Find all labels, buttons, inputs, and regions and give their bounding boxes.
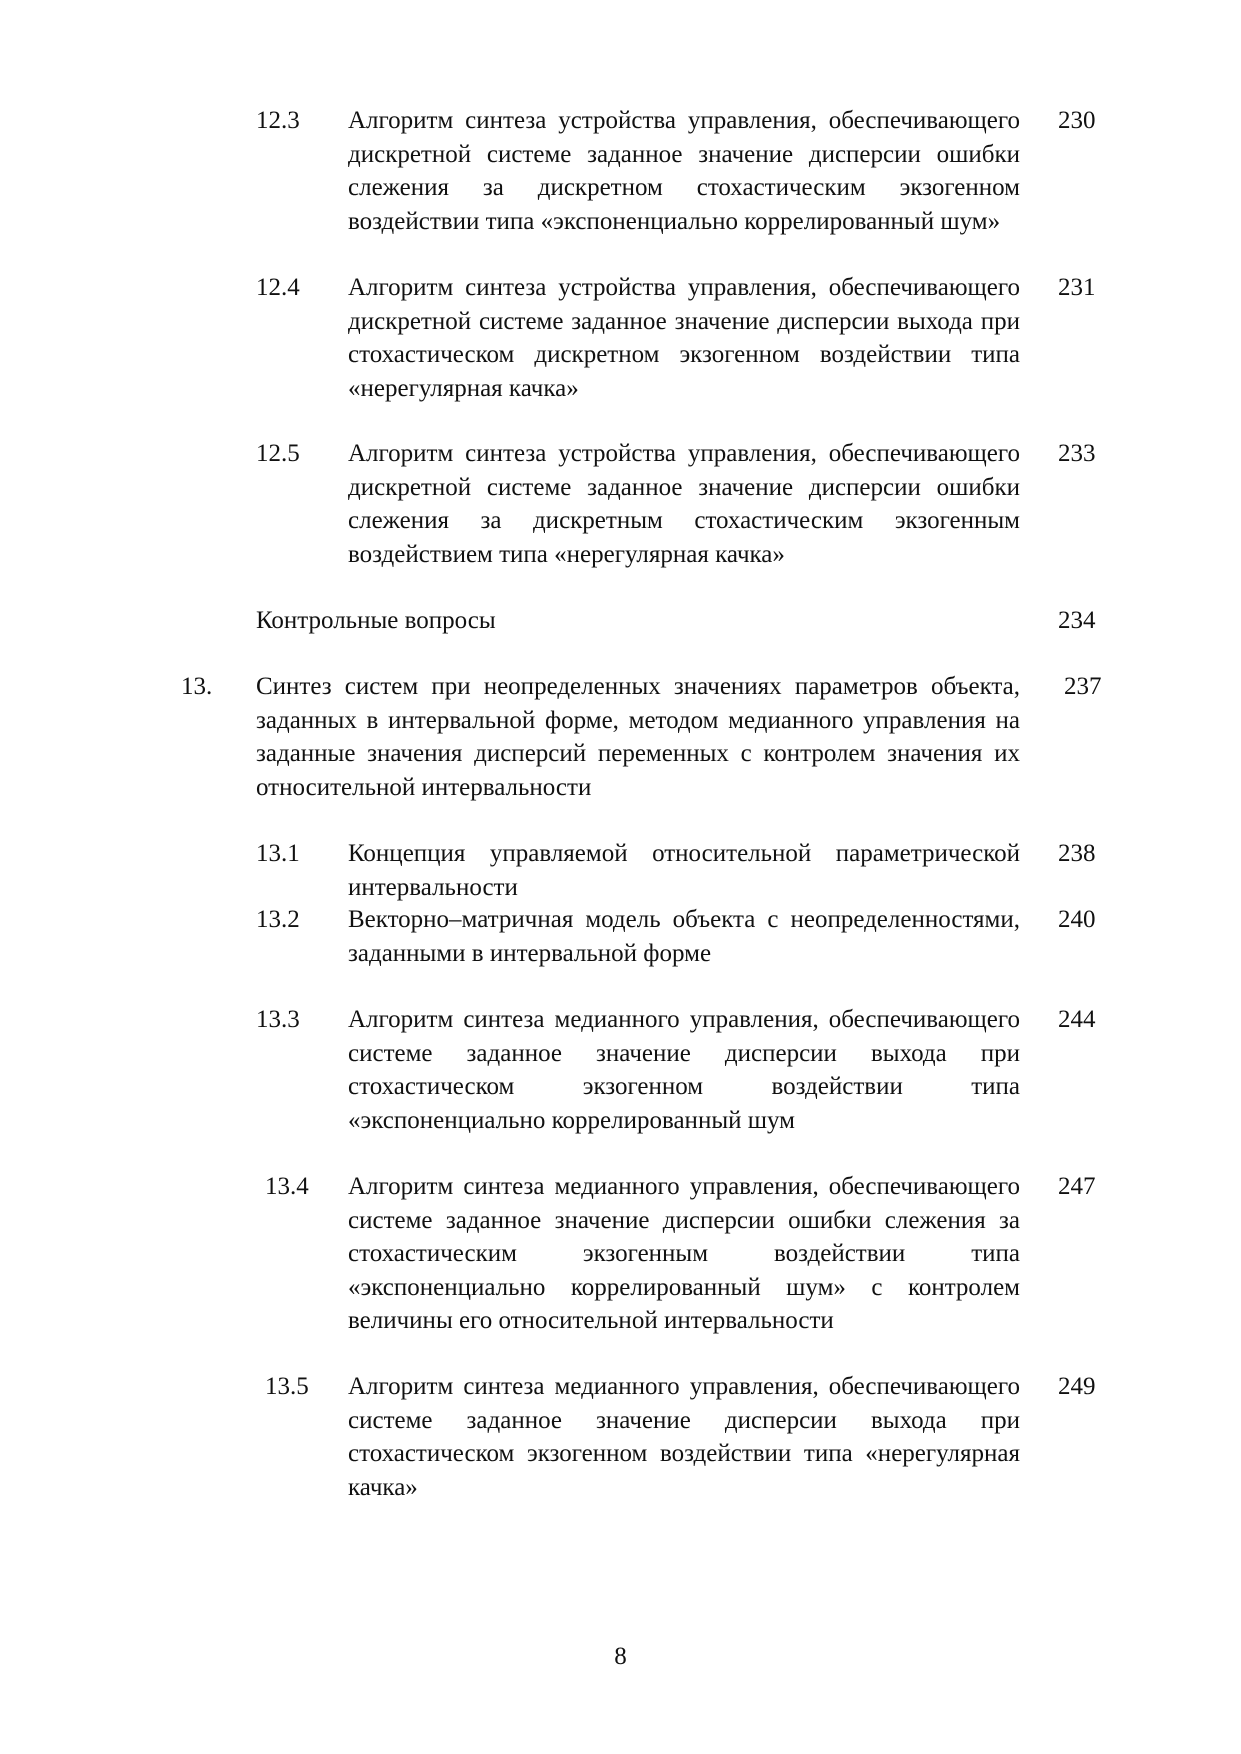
toc-entry-title: Концепция управляемой относительной параметрической интервальности	[348, 840, 1020, 901]
toc-entry-title: Алгоритм синтеза медианного управления, обеспечивающего системе заданное значение дисперсии выхода при стохастическом экзогенном воздействии типа «нерегулярная качка»	[348, 1373, 1020, 1501]
toc-entry-number: 12.4	[256, 274, 300, 301]
toc-entry-page: 249	[1058, 1373, 1096, 1400]
toc-entry-title: Векторно–матричная модель объекта с неопределенностями, заданными в интервальной форме	[348, 906, 1020, 967]
toc-entry-page: 244	[1058, 1006, 1096, 1033]
toc-entry-number: 13.2	[256, 906, 300, 933]
toc-chapter-title: Синтез систем при неопределенных значениях параметров объекта, заданных в интервальной форме, методом медианного управления на заданные значения дисперсий переменных с контролем значения их относительной интервальности	[256, 673, 1020, 801]
toc-entry-number: 13.5	[265, 1373, 309, 1400]
toc-entry-number: 12.5	[256, 440, 300, 467]
toc-entry-title: Алгоритм синтеза устройства управления, обеспечивающего дискретной системе заданное значение дисперсии ошибки слежения за дискретным стохастическим экзогенным воздействием типа «нерегулярная качка»	[348, 440, 1020, 568]
toc-entry-title: Контрольные вопросы	[256, 607, 496, 634]
toc-entry-title: Алгоритм синтеза устройства управления, обеспечивающего дискретной системе заданное значение дисперсии выхода при стохастическом дискретном экзогенном воздействии типа «нерегулярная качка»	[348, 274, 1020, 402]
toc-entry-number: 13.1	[256, 840, 300, 867]
toc-entry-number: 13.4	[265, 1173, 309, 1200]
toc-entry-title: Алгоритм синтеза устройства управления, обеспечивающего дискретной системе заданное значение дисперсии ошибки слежения за дискретном стохастическим экзогенном воздействии типа «экспоненциально коррелированный шум»	[348, 107, 1020, 235]
toc-chapter-number: 13.	[181, 673, 213, 700]
toc-entry-number: 12.3	[256, 107, 300, 134]
toc-entry-page: 231	[1058, 274, 1096, 301]
toc-entry-page: 234	[1058, 607, 1096, 634]
toc-entry-number: 13.3	[256, 1006, 300, 1033]
toc-entry-page: 240	[1058, 906, 1096, 933]
toc-entry-page: 237	[1064, 673, 1102, 700]
toc-entry-page: 238	[1058, 840, 1096, 867]
toc-entry-page: 233	[1058, 440, 1096, 467]
toc-entry-title: Алгоритм синтеза медианного управления, обеспечивающего системе заданное значение дисперсии выхода при стохастическом экзогенном воздействии типа «экспоненциально коррелированный шум	[348, 1006, 1020, 1134]
toc-entry-page: 230	[1058, 107, 1096, 134]
toc-entry-title: Алгоритм синтеза медианного управления, обеспечивающего системе заданное значение дисперсии ошибки слежения за стохастическим экзогенным воздействии типа «экспоненциально коррелированный шум» с контролем величины его относительной интервальности	[348, 1173, 1020, 1334]
page-number: 8	[614, 1643, 627, 1670]
toc-entry-page: 247	[1058, 1173, 1096, 1200]
